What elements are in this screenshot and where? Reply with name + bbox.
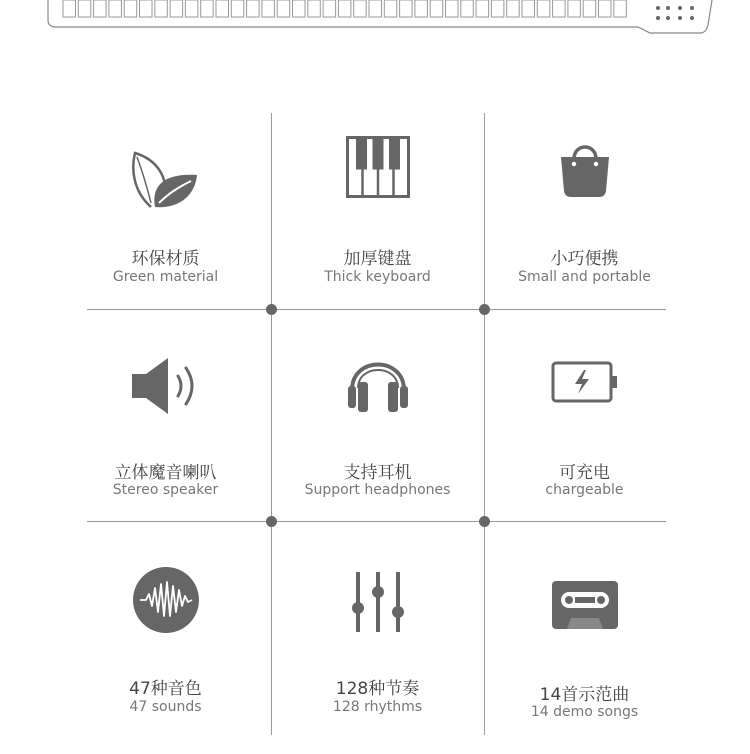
sound-wave-icon xyxy=(132,566,200,634)
feature-stereo-speaker xyxy=(60,310,271,521)
feature-title-zh: 可充电 xyxy=(559,463,610,483)
feature-subtitle-en: Stereo speaker xyxy=(112,482,219,498)
feature-subtitle-en: 47 sounds xyxy=(129,699,202,715)
battery-charging-icon xyxy=(551,360,619,404)
feature-green-material xyxy=(60,113,271,309)
equalizer-sliders-icon xyxy=(348,570,408,634)
feature-title-zh: 128种节奏 xyxy=(335,679,420,699)
feature-chargeable xyxy=(484,310,685,521)
feature-47-sounds xyxy=(60,522,271,735)
feature-title-zh: 小巧便携 xyxy=(550,249,619,269)
leaf-icon xyxy=(129,133,203,209)
feature-subtitle-en: Small and portable xyxy=(518,269,651,285)
feature-title-zh: 立体魔音喇叭 xyxy=(114,463,217,483)
feature-14-demo-songs xyxy=(484,522,685,735)
feature-title-zh: 环保材质 xyxy=(131,249,200,269)
feature-subtitle-en: chargeable xyxy=(545,482,624,498)
feature-128-rhythms xyxy=(271,522,484,735)
feature-subtitle-en: Green material xyxy=(112,269,219,285)
feature-title-zh: 14首示范曲 xyxy=(539,685,630,705)
feature-title-zh: 47种音色 xyxy=(129,679,202,699)
feature-subtitle-en: 128 rhythms xyxy=(332,699,423,715)
feature-subtitle-en: 14 demo songs xyxy=(530,704,639,720)
feature-title-zh: 支持耳机 xyxy=(343,463,412,483)
handbag-icon xyxy=(557,139,613,199)
feature-small-portable xyxy=(484,113,685,309)
feature-support-headphones xyxy=(271,310,484,521)
piano-keys-icon xyxy=(346,136,410,198)
cassette-icon xyxy=(551,580,619,630)
headphones-icon xyxy=(346,350,410,414)
speaker-icon xyxy=(130,354,202,418)
feature-title-zh: 加厚键盘 xyxy=(343,249,412,269)
feature-thick-keyboard xyxy=(271,113,484,309)
feature-subtitle-en: Support headphones xyxy=(304,482,451,498)
feature-subtitle-en: Thick keyboard xyxy=(324,269,431,285)
